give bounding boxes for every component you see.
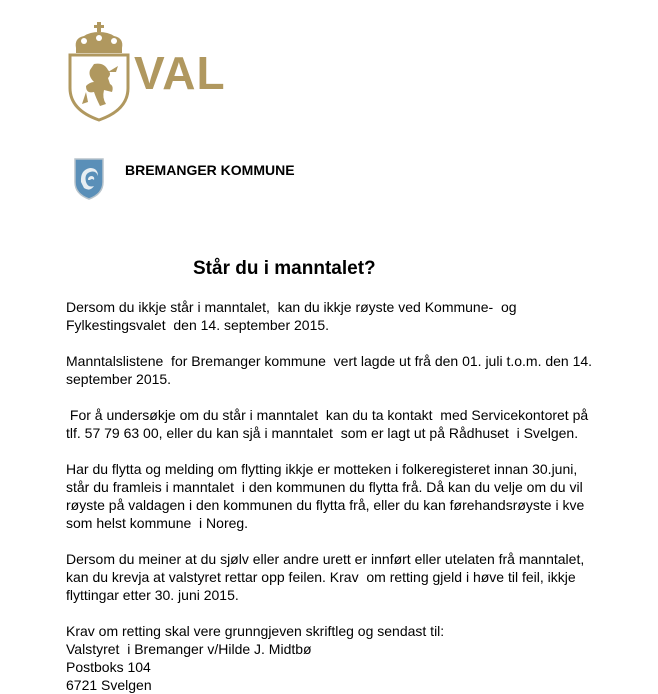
address-line: Valstyret i Bremanger v/Hilde J. Midtbø xyxy=(66,641,312,657)
text-line: september 2015. xyxy=(66,371,172,387)
text-line: Manntalslistene for Bremanger kommune vert lagde ut frå den 01. juli t.o.m. den 14. xyxy=(66,353,593,369)
paragraph xyxy=(66,352,606,388)
text-line: tlf. 57 79 63 00, eller du kan sjå i manntalet som er lagt ut på Rådhuset i Svelgen. xyxy=(66,425,579,441)
address-line: Postboks 104 xyxy=(66,659,151,675)
paragraph xyxy=(66,460,606,532)
text-line: som helst kommune i Noreg. xyxy=(66,515,249,531)
text-line: Dersom du ikkje står i manntalet, kan du ikkje røyste ved Kommune- og xyxy=(66,299,517,315)
text-line: Dersom du meiner at du sjølv eller andre urett er innført eller utelaten frå manntalet, xyxy=(66,551,585,567)
paragraph xyxy=(66,298,606,334)
address-block xyxy=(66,622,606,694)
text-line: Fylkestingsvalet den 14. september 2015. xyxy=(66,317,330,333)
logo-text: VAL xyxy=(134,47,226,99)
page-title: Står du i manntalet? xyxy=(193,258,376,279)
paragraph xyxy=(66,406,606,442)
municipality-name: BREMANGER KOMMUNE xyxy=(125,162,295,178)
norwegian-coat-of-arms-icon xyxy=(64,22,134,122)
document-body xyxy=(66,298,606,694)
text-line: røyste på valdagen i den kommunen du flytta frå, eller du kan førehandsrøyste i kve xyxy=(66,497,585,513)
text-line: flyttingar etter 30. juni 2015. xyxy=(66,587,239,603)
paragraph xyxy=(66,550,606,604)
address-line: 6721 Svelgen xyxy=(66,677,152,693)
text-line: For å undersøkje om du står i manntalet kan du ta kontakt med Servicekontoret på xyxy=(66,407,589,423)
text-line: kan du krevja at valstyret rettar opp feilen. Krav om retting gjeld i høve til feil, ikkje xyxy=(66,569,576,585)
text-line: Har du flytta og melding om flytting ikkje er motteken i folkeregisteret innan 30.juni, xyxy=(66,461,578,477)
bremanger-shield-icon xyxy=(74,158,104,200)
text-line: står du framleis i manntalet i den kommunen du flytta frå. Då kan du velje om du vil xyxy=(66,479,583,495)
address-line: Krav om retting skal vere grunngjeven skriftleg og sendast til: xyxy=(66,623,445,639)
